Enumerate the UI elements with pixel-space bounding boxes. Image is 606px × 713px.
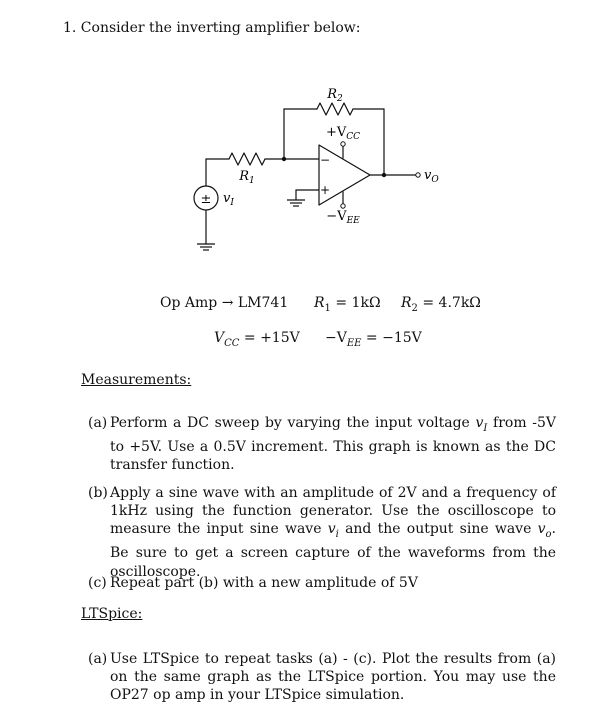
ltspice-heading: LTSpice:: [81, 606, 143, 622]
op-amp-spec: Op Amp → LM741: [160, 295, 289, 311]
inverting-input-sign: −: [319, 153, 331, 167]
output-terminal: [416, 173, 420, 177]
vcc-terminal: [341, 142, 345, 146]
measurement-item-c: (c) Repeat part (b) with a new amplitude of 5V: [88, 575, 418, 591]
source-polarity-sign: ±: [200, 192, 212, 207]
vee-terminal: [341, 204, 345, 208]
r2-spec: $R_2 = 4.7k\Omega$: [401, 295, 481, 314]
noninverting-input-sign: +: [319, 183, 331, 197]
vo-label: $v_O$: [424, 168, 439, 185]
node-dot-right: [382, 173, 386, 177]
ltspice-item-a: (a) Use LTSpice to repeat tasks (a) - (c). Plot the results from (a) on the same graph as the LTSpice portion. You may use the OP27 op amp in your LTSpice simulation.: [88, 651, 556, 704]
measurements-heading: Measurements:: [81, 372, 192, 388]
vee-label: $-V_{EE}$: [326, 209, 360, 226]
vee-spec: $-V_{EE} = -15V$: [325, 330, 422, 349]
measurement-item-b: (b) Apply a sine wave with an amplitude of 2V and a frequency of 1kHz using the function generator. Use the oscilloscope to measure the input sine wave $v_i$ and the output sine wave $v_o$. Be sure to get a screen capture of the waveforms from the oscilloscope.: [88, 485, 556, 580]
item-label: (c): [88, 575, 107, 591]
measurement-item-a: (a) Perform a DC sweep by varying the input voltage $v_I$ from -5V to +5V. Use a 0.5V increment. This graph is known as the DC transfer function.: [88, 415, 556, 474]
question-heading: 1. Consider the inverting amplifier below:: [63, 20, 361, 36]
resistor-r2: [317, 103, 353, 115]
item-label: (a): [88, 651, 108, 667]
item-label: (b): [88, 485, 108, 501]
vcc-spec: $V_{CC} = +15V$: [214, 330, 300, 349]
r2-label: $R_2$: [327, 87, 343, 104]
node-dot-left: [282, 157, 286, 161]
r1-spec: $R_1 = 1k\Omega$: [314, 295, 381, 314]
resistor-r1: [229, 153, 265, 165]
inverting-amplifier-schematic: [0, 0, 606, 300]
vcc-label: $+V_{CC}$: [325, 125, 361, 142]
ground-symbol-opamp: [287, 200, 305, 206]
vi-label: $v_I$: [223, 191, 234, 208]
ground-symbol-source: [197, 244, 215, 250]
r1-label: $R_1$: [239, 169, 255, 186]
item-label: (a): [88, 415, 108, 431]
